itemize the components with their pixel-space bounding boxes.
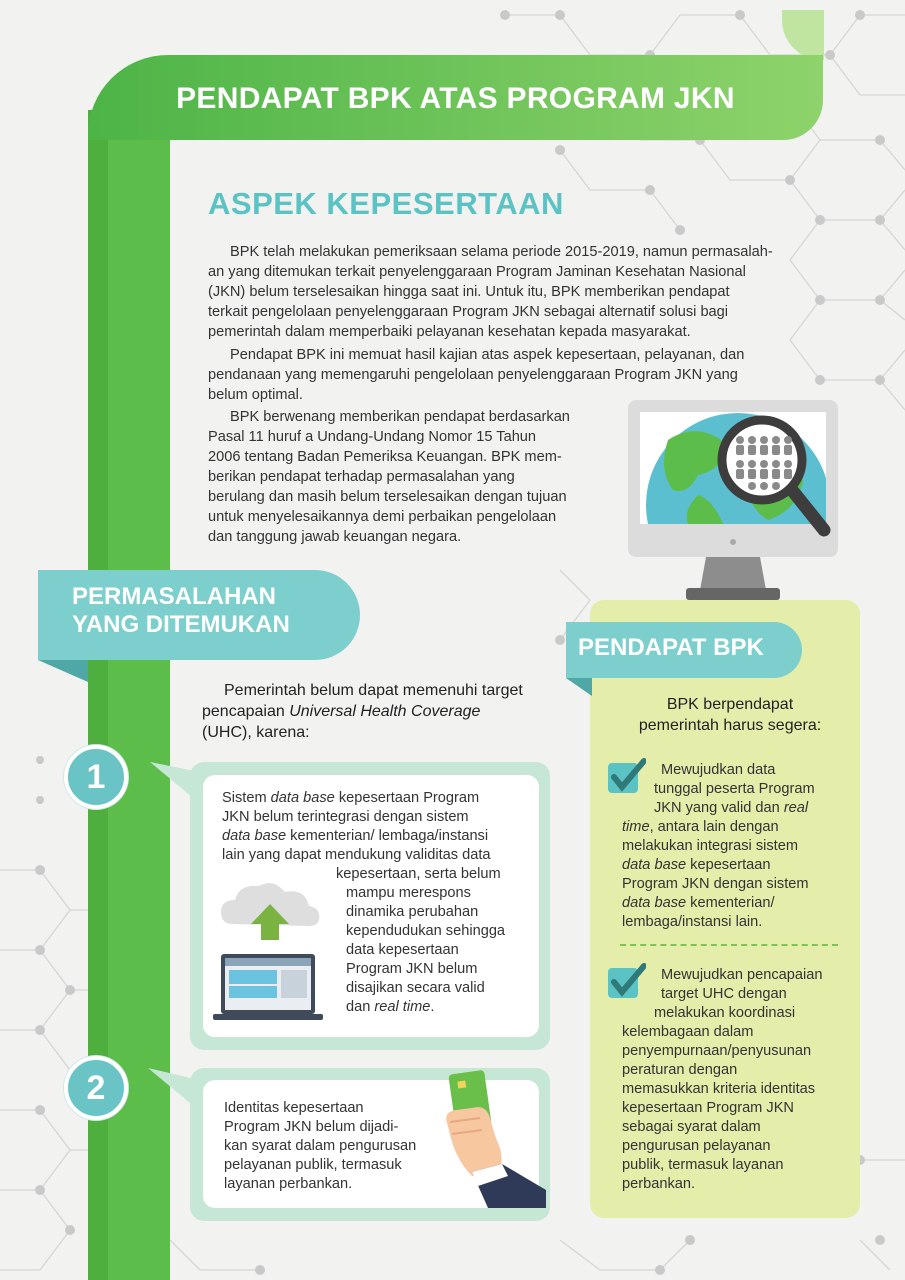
permasalahan-intro: [202, 680, 527, 743]
text-line: perbankan.: [622, 1176, 696, 1192]
text-italic: data base: [222, 828, 287, 844]
text-line: Program JKN belum: [346, 961, 478, 977]
pendapat-intro: [610, 694, 850, 736]
text-italic: data base: [622, 895, 687, 911]
text-line: Pendapat BPK ini memuat hasil kajian atas aspek kepesertaan, pelayanan, dan: [230, 347, 745, 363]
text-italic: data base: [622, 857, 687, 873]
text-line: Pasal 11 huruf a Undang-Undang Nomor 15 Tahun: [208, 429, 537, 445]
cloud-upload-laptop-icon: [213, 880, 325, 1022]
text-line: melakukan integrasi sistem: [622, 838, 799, 854]
text-line: kepesertaan, serta belum: [336, 866, 501, 882]
number-badge-1: 1: [64, 745, 128, 809]
text-line: an yang ditemukan terkait penyelenggaraan Program Jaminan Kesehatan Nasional: [208, 264, 746, 280]
text-italic: time: [622, 819, 650, 835]
text-line: mampu merespons: [346, 885, 471, 901]
title-line: PERMASALAHAN: [72, 583, 276, 610]
text: Sistem: [222, 790, 271, 806]
intro-line: BPK berpendapat: [666, 696, 794, 713]
text: JKN yang valid dan: [654, 800, 784, 816]
text: kementerian/: [686, 895, 775, 911]
checkbox-check-icon: [606, 757, 646, 797]
computer-globe-magnifier-illustration: [628, 400, 838, 605]
text-line: untuk menyelesaikannya demi perbaikan pengelolaan: [208, 509, 557, 525]
checkbox-check-icon: [606, 962, 646, 1002]
text-line: publik, termasuk layanan: [622, 1157, 784, 1173]
section-title-aspek: ASPEK KEPESERTAAN: [208, 186, 564, 221]
text-line: terkait pengelolaan penyelenggaraan Program JKN sebagai alternatif solusi bagi: [208, 304, 729, 320]
text-line: (JKN) belum terselesaikan hingga saat ini. Untuk itu, BPK memberikan pendapat: [208, 284, 730, 300]
text-line: Mewujudkan pencapaian: [661, 967, 823, 983]
text-line: lembaga/instansi lain.: [622, 914, 763, 930]
pendapat-title: PENDAPAT BPK: [578, 634, 764, 661]
text-line: BPK berwenang memberikan pendapat berdasarkan: [230, 409, 570, 425]
text-italic: real: [783, 800, 809, 816]
text-line: Identitas kepesertaan: [224, 1100, 364, 1116]
text-line: penyempurnaan/penyusunan: [622, 1043, 812, 1059]
text-line: berikan pendapat terhadap permasalahan yang: [208, 469, 515, 485]
number-badge-2: 2: [64, 1056, 128, 1120]
page-title: PENDAPAT BPK ATAS PROGRAM JKN: [176, 82, 735, 115]
text-line: tunggal peserta Program: [654, 781, 815, 797]
text-line: peraturan dengan: [622, 1062, 738, 1078]
text-line: [222, 827, 488, 846]
text-line: layanan perbankan.: [224, 1176, 353, 1192]
text-line: Program JKN dengan sistem: [622, 876, 809, 892]
text-line: [622, 894, 775, 913]
text-line: belum optimal.: [208, 387, 303, 403]
text-italic: real time: [374, 999, 431, 1015]
text: kepesertaan Program: [334, 790, 480, 806]
text-line: Mewujudkan data: [661, 762, 776, 778]
intro-text: Pemerintah belum dapat memenuhi target pencapaian: [202, 682, 523, 720]
text-line: kepesertaan Program JKN: [622, 1100, 794, 1116]
text: kepesertaan: [686, 857, 771, 873]
text-line: [654, 799, 808, 818]
text-line: [622, 818, 779, 837]
intro-line: pemerintah harus segera:: [638, 717, 822, 734]
intro-italic: Universal Health Coverage: [289, 703, 481, 720]
text-line: berulang dan masih belum terselesaikan dengan tujuan: [208, 489, 567, 505]
dashed-divider: [620, 944, 838, 946]
hand-holding-card-icon: [438, 1068, 548, 1208]
text-line: kelembagaan dalam: [622, 1024, 754, 1040]
text-line: [346, 998, 434, 1017]
text-line: BPK telah melakukan pemeriksaan selama periode 2015-2019, namun permasalah-: [230, 244, 773, 260]
text-line: disajikan secara valid: [346, 980, 485, 996]
text-line: JKN belum terintegrasi dengan sistem: [222, 809, 469, 825]
text-line: kependudukan sehingga: [346, 923, 506, 939]
tab-fold: [38, 660, 88, 682]
text-line: sebagai syarat dalam: [622, 1119, 761, 1135]
text-line: pengurusan pelayanan: [622, 1138, 771, 1154]
text-line: dinamika perubahan: [346, 904, 479, 920]
text-italic: data base: [270, 790, 335, 806]
intro-text-end: (UHC), karena:: [202, 724, 310, 741]
text-line: [622, 856, 771, 875]
text-line: [222, 789, 479, 808]
text-line: kan syarat dalam pengurusan: [224, 1138, 417, 1154]
text-line: target UHC dengan: [661, 986, 787, 1002]
text-line: memasukkan kriteria identitas: [622, 1081, 816, 1097]
text-line: lain yang dapat mendukung validitas data: [222, 847, 491, 863]
text-line: dan tanggung jawab keuangan negara.: [208, 529, 462, 545]
text-line: pelayanan publik, termasuk: [224, 1157, 402, 1173]
text: .: [430, 999, 435, 1015]
text-line: 2006 tentang Badan Pemeriksa Keuangan. BPK mem-: [208, 449, 562, 465]
permasalahan-title: [72, 583, 290, 639]
title-line: YANG DITEMUKAN: [72, 611, 290, 638]
text-line: pemerintah dalam memperbaiki pelayanan kesehatan kepada masyarakat.: [208, 324, 691, 340]
tab-fold: [566, 678, 592, 696]
text: , antara lain dengan: [649, 819, 779, 835]
text-line: pendanaan yang memengaruhi pengelolaan penyelenggaraan Program JKN yang: [208, 367, 738, 383]
text-line: melakukan koordinasi: [654, 1005, 796, 1021]
text: kementerian/ lembaga/instansi: [286, 828, 489, 844]
text: dan: [346, 999, 375, 1015]
text-line: Program JKN belum dijadi-: [224, 1119, 399, 1135]
text-line: data kepesertaan: [346, 942, 459, 958]
